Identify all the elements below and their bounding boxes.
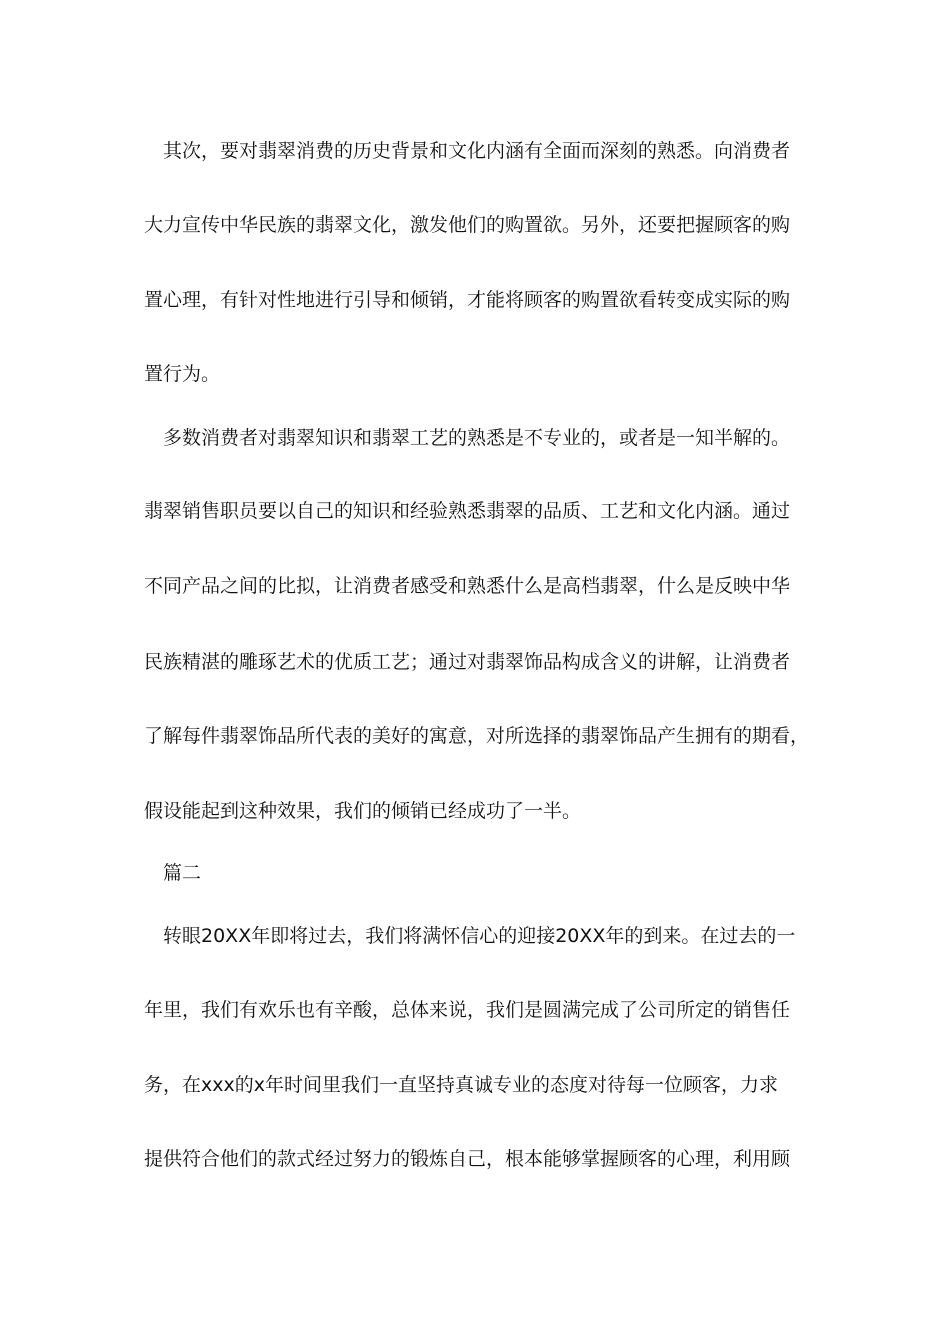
paragraph-line: 不同产品之间的比拟，让消费者感受和熟悉什么是高档翡翠，什么是反映中华: [144, 575, 791, 597]
paragraph-line: 其次，要对翡翠消费的历史背景和文化内涵有全面而深刻的熟悉。向消费者: [163, 140, 791, 162]
paragraph-line: 民族精湛的雕琢艺术的优质工艺；通过对翡翠饰品构成含义的讲解，让消费者: [144, 651, 791, 673]
paragraph-line: 假设能起到这种效果，我们的倾销已经成功了一半。: [144, 800, 582, 822]
paragraph-line: 提供符合他们的款式经过努力的锻炼自己，根本能够掌握顾客的心理，利用顾: [144, 1148, 791, 1170]
paragraph-line: 了解每件翡翠饰品所代表的美好的寓意，对所选择的翡翠饰品产生拥有的期看，: [144, 725, 810, 747]
paragraph-line: 置心理，有针对性地进行引导和倾销，才能将顾客的购置欲看转变成实际的购: [144, 289, 791, 311]
paragraph-line: 务，在xxx的x年时间里我们一直坚持真诚专业的态度对待每一位顾客，力求: [144, 1074, 778, 1096]
paragraph-line: 转眼20XX年即将过去，我们将满怀信心的迎接20XX年的到来。在过去的一: [163, 925, 796, 947]
paragraph-line: 大力宣传中华民族的翡翠文化，激发他们的购置欲。另外，还要把握顾客的购: [144, 214, 791, 236]
paragraph-line: 翡翠销售职员要以自己的知识和经验熟悉翡翠的品质、工艺和文化内涵。通过: [144, 500, 791, 522]
paragraph-line: 年里，我们有欢乐也有辛酸，总体来说，我们是圆满完成了公司所定的销售任: [144, 999, 791, 1021]
paragraph-line: 多数消费者对翡翠知识和翡翠工艺的熟悉是不专业的，或者是一知半解的。: [163, 427, 791, 449]
section-heading: 篇二: [163, 862, 202, 884]
paragraph-line: 置行为。: [144, 363, 221, 385]
